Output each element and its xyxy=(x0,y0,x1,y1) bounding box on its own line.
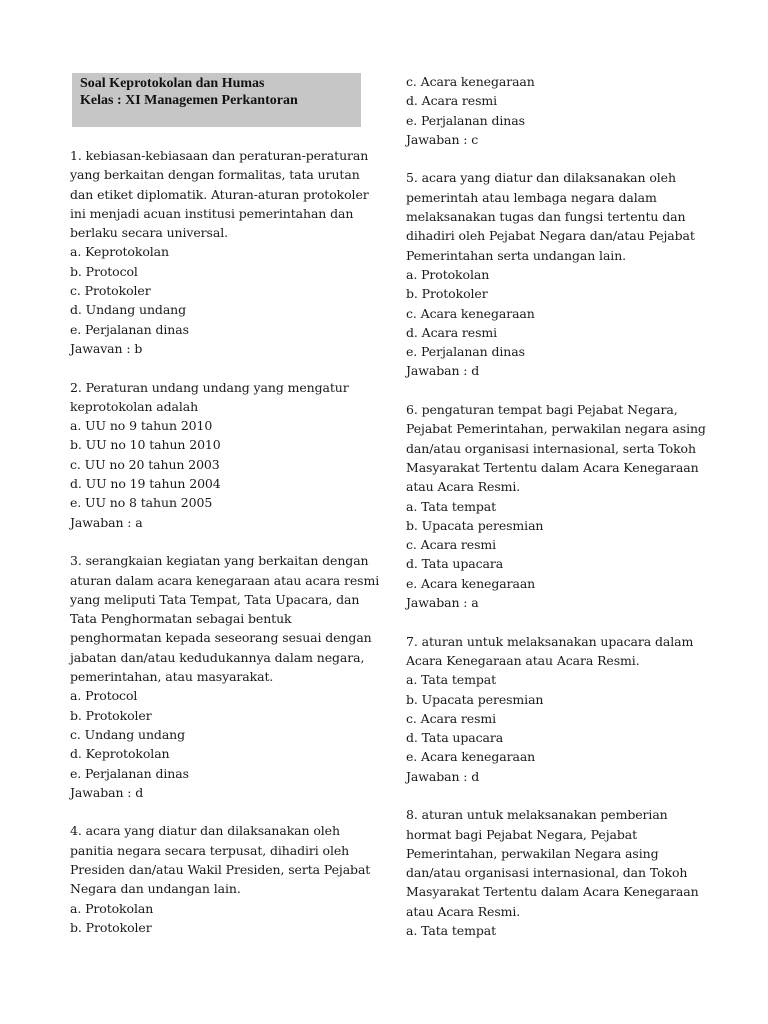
question-stem-line: melaksanakan tugas dan fungsi tertentu dan xyxy=(406,209,686,225)
question-stem-line: hormat bagi Pejabat Negara, Pejabat xyxy=(406,826,638,842)
question-3 xyxy=(70,551,380,802)
question-stem-line: Presiden dan/atau Wakil Presiden, serta Pejabat xyxy=(70,861,371,877)
answer-option: d. Undang undang xyxy=(70,302,187,318)
question-stem-line: dihadiri oleh Pejabat Negara dan/atau Pejabat xyxy=(406,228,695,244)
answer-option: c. Acara kenegaraan xyxy=(406,74,535,89)
answer-option: c. Protokoler xyxy=(70,283,151,299)
answer-option: a. Protocol xyxy=(70,688,138,704)
question-stem-line: berlaku secara universal. xyxy=(70,225,228,241)
answer-option: e. UU no 8 tahun 2005 xyxy=(70,495,213,511)
answer-option: e. Acara kenegaraan xyxy=(406,575,536,591)
answer-key: Jawaban : d xyxy=(406,363,480,379)
answer-option: e. Perjalanan dinas xyxy=(406,344,525,360)
question-stem-line: penghormatan kepada seseorang sesuai dengan xyxy=(70,630,372,646)
question-stem-line: Masyarakat Tertentu dalam Acara Kenegaraan xyxy=(406,459,699,475)
question-stem-line: Pejabat Pemerintahan, perwakilan negara asing xyxy=(406,421,706,437)
question-stem-line: pemerintah atau lembaga negara dalam xyxy=(406,189,657,205)
answer-option: d. Acara resmi xyxy=(406,324,498,340)
question-6 xyxy=(406,400,716,612)
answer-option: b. Protokoler xyxy=(70,707,152,723)
question-7 xyxy=(406,632,716,786)
header-title: Soal Keprotokolan dan Humas xyxy=(80,76,265,91)
answer-option: a. Protokolan xyxy=(70,900,154,916)
question-2 xyxy=(70,378,370,532)
question-stem-line: Negara dan undangan lain. xyxy=(70,881,241,897)
question-stem-line: yang meliputi Tata Tempat, Tata Upacara, dan xyxy=(70,591,360,607)
answer-option: a. UU no 9 tahun 2010 xyxy=(70,418,213,434)
question-stem-line: ini menjadi acuan institusi pemerintahan dan xyxy=(70,205,354,221)
answer-option: e. Acara kenegaraan xyxy=(406,749,536,765)
answer-option: d. Acara resmi xyxy=(406,93,498,109)
answer-key: Jawaban : a xyxy=(406,595,479,611)
question-stem-line: dan/atau organisasi internasional, serta Tokoh xyxy=(406,440,696,456)
answer-option: e. Perjalanan dinas xyxy=(406,112,525,128)
answer-option: b. Upacata peresmian xyxy=(406,691,544,707)
answer-option: b. Protocol xyxy=(70,263,138,279)
answer-option: b. Upacata peresmian xyxy=(406,517,544,533)
question-stem-line: 8. aturan untuk melaksanakan pemberian xyxy=(406,807,668,823)
answer-option: d. Tata upacara xyxy=(406,730,504,746)
answer-key: Jawaban : a xyxy=(70,514,143,530)
answer-option: a. Tata tempat xyxy=(406,672,497,688)
question-stem-line: 1. kebiasan-kebiasaan dan peraturan-peraturan xyxy=(70,148,369,163)
answer-option: d. Keprotokolan xyxy=(70,746,170,762)
answer-option: b. Protokoler xyxy=(406,286,488,302)
question-stem-line: keprotokolan adalah xyxy=(70,398,199,414)
answer-option: e. Perjalanan dinas xyxy=(70,321,189,337)
question-4 xyxy=(70,821,370,937)
question-stem-line: panitia negara secara terpusat, dihadiri oleh xyxy=(70,842,350,858)
answer-option: a. Protokolan xyxy=(406,266,490,282)
question-stem-line: dan/atau organisasi internasional, dan Tokoh xyxy=(406,865,688,881)
question-stem-line: Tata Penghormatan sebagai bentuk xyxy=(70,611,292,627)
answer-option: a. Tata tempat xyxy=(406,923,497,939)
question-stem-line: Masyarakat Tertentu dalam Acara Kenegaraan xyxy=(406,884,699,900)
question-stem-line: 5. acara yang diatur dan dilaksanakan oleh xyxy=(406,170,676,186)
question-stem-line: Pemerintahan serta undangan lain. xyxy=(406,247,627,263)
question-8 xyxy=(406,805,716,940)
answer-key: Jawaban : c xyxy=(406,131,479,147)
question-stem-line: 4. acara yang diatur dan dilaksanakan oleh xyxy=(70,823,340,839)
question-1 xyxy=(70,146,370,358)
answer-option: d. Tata upacara xyxy=(406,556,504,572)
answer-option: b. Protokoler xyxy=(70,919,152,935)
question-stem-line: yang berkaitan dengan formalitas, tata urutan xyxy=(70,167,360,183)
left-column xyxy=(70,146,380,956)
question-stem-line: atau Acara Resmi. xyxy=(406,903,521,919)
question-stem-line: 2. Peraturan undang undang yang mengatur xyxy=(70,379,349,395)
answer-key: Jawaban : d xyxy=(70,784,144,800)
question-stem-line: dan etiket diplomatik. Aturan-aturan protokoler xyxy=(70,186,369,202)
answer-option: a. Keprotokolan xyxy=(70,244,169,260)
question-stem-line: 3. serangkaian kegiatan yang berkaitan dengan xyxy=(70,553,369,569)
answer-option: d. UU no 19 tahun 2004 xyxy=(70,476,221,492)
question-stem-line: Acara Kenegaraan atau Acara Resmi. xyxy=(406,652,640,668)
answer-option: c. UU no 20 tahun 2003 xyxy=(70,456,220,472)
question-stem-line: Pemerintahan, perwakilan Negara asing xyxy=(406,845,659,861)
answer-option: c. Acara kenegaraan xyxy=(406,305,535,321)
worksheet-header xyxy=(72,73,361,127)
answer-option: c. Acara resmi xyxy=(406,710,497,726)
answer-key: Jawavan : b xyxy=(70,340,143,356)
answer-option: b. UU no 10 tahun 2010 xyxy=(70,437,221,453)
question-stem-line: atau Acara Resmi. xyxy=(406,479,521,495)
answer-option: a. Tata tempat xyxy=(406,498,497,514)
header-class: Kelas : XI Managemen Perkantoran xyxy=(80,93,298,108)
question-stem-line: 7. aturan untuk melaksanakan upacara dalam xyxy=(406,633,694,649)
question-5 xyxy=(406,168,716,380)
question-stem-line: aturan dalam acara kenegaraan atau acara resmi xyxy=(70,572,380,588)
answer-key: Jawaban : d xyxy=(406,768,480,784)
question-stem-line: pemerintahan, atau masyarakat. xyxy=(70,669,274,685)
question-stem-line: jabatan dan/atau kedudukannya dalam negara, xyxy=(70,649,365,665)
answer-option: e. Perjalanan dinas xyxy=(70,765,189,781)
answer-option: c. Undang undang xyxy=(70,726,186,742)
question-4-continued xyxy=(406,72,716,149)
right-column xyxy=(406,72,716,960)
question-stem-line: 6. pengaturan tempat bagi Pejabat Negara, xyxy=(406,402,678,418)
answer-option: c. Acara resmi xyxy=(406,537,497,553)
